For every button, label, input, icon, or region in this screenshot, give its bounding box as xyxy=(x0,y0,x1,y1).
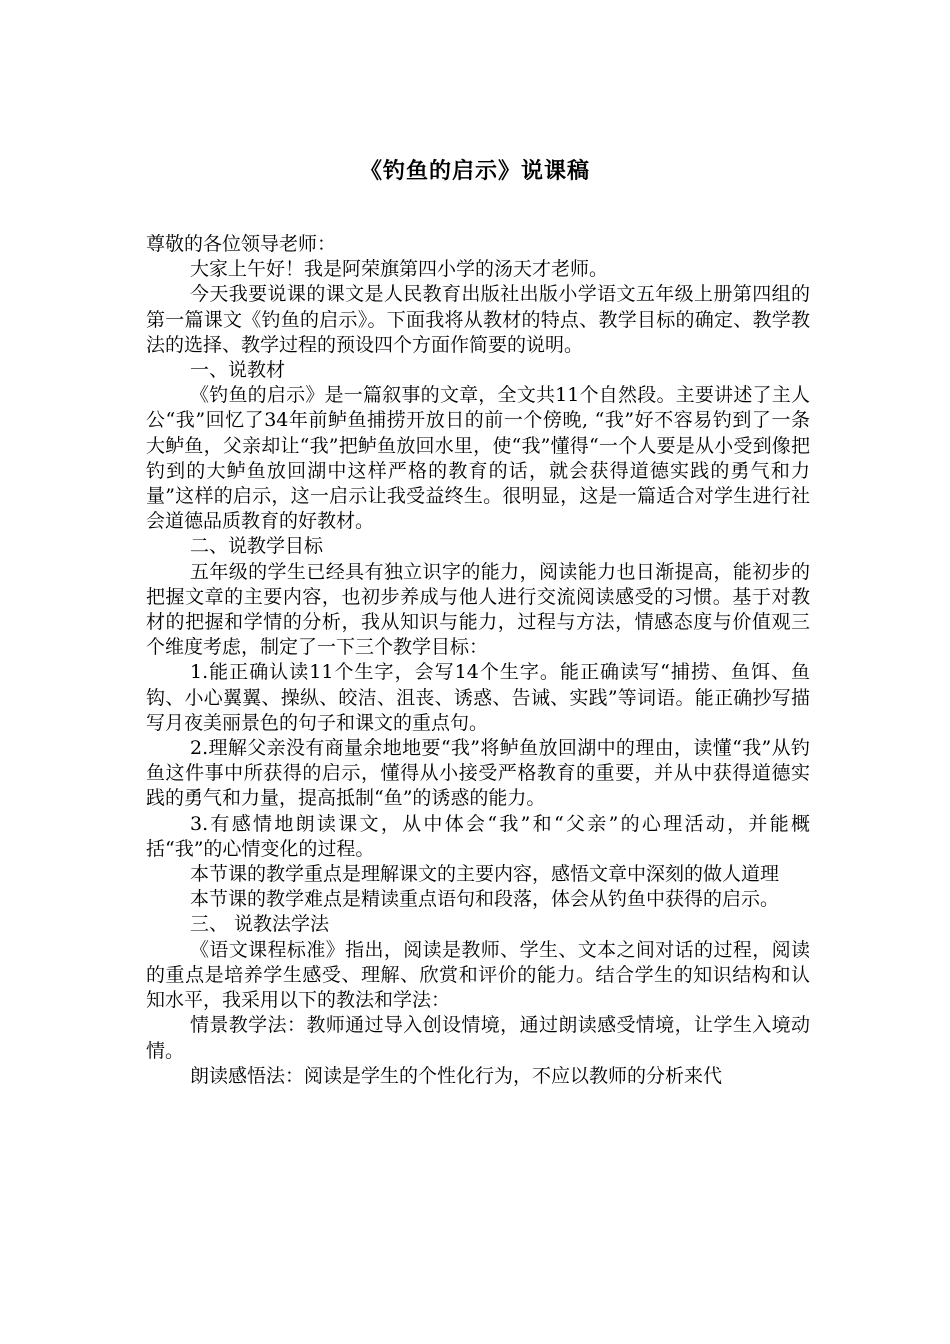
paragraph: 朗读感悟法：阅读是学生的个性化行为，不应以教师的分析来代 xyxy=(190,1064,723,1087)
paragraph: 1.能正确认读11个生字，会写14个生字。能正确读写“捕捞、鱼饵、鱼钩、小心翼翼、操纵、皎洁、沮丧、诱惑、告诫、实践”等词语。能正确抄写描写月夜美丽景色的句子和课文的重点句。 xyxy=(146,661,810,734)
paragraph: 今天我要说课的课文是人民教育出版社出版小学语文五年级上册第四组的第一篇课文《钓鱼的启示》。下面我将从教材的特点、教学目标的确定、教学教法的选择、教学过程的预设四个方面作简要的说明。 xyxy=(146,283,810,356)
paragraph: 尊敬的各位领导老师： xyxy=(146,233,337,255)
paragraph: 三、 说教法学法 xyxy=(190,913,330,936)
paragraph: 一、说教材 xyxy=(190,359,286,382)
paragraph: 《钓鱼的启示》是一篇叙事的文章，全文共11个自然段。主要讲述了主人公“我”回忆了34年前鲈鱼捕捞开放日的前一个傍晚, “我”好不容易钓到了一条大鲈鱼，父亲却让“我”把鲈鱼放回水里，使“我”懂得“一个人要是从小受到像把钓到的大鲈鱼放回湖中这样严格的教育的话，就会获得道德实践的勇气和力量”这样的启示，这一启示让我受益终生。很明显，这是一篇适合对学生进行社会道德品质教育的好教材。 xyxy=(146,384,810,533)
paragraph: 本节课的教学重点是理解课文的主要内容，感悟文章中深刻的做人道理 xyxy=(190,863,780,886)
paragraph: 五年级的学生已经具有独立识字的能力，阅读能力也日渐提高，能初步的把握文章的主要内容，也初步养成与他人进行交流阅读感受的习惯。基于对教材的把握和学情的分析，我从知识与能力，过程与方法，情感态度与价值观三个维度考虑，制定了一下三个教学目标： xyxy=(146,560,810,659)
paragraph: 本节课的教学难点是精读重点语句和段落，体会从钓鱼中获得的启示。 xyxy=(190,888,780,911)
paragraph: 2.理解父亲没有商量余地地要“我”将鲈鱼放回湖中的理由，读懂“我”从钓鱼这件事中所获得的启示，懂得从小接受严格教育的重要，并从中获得道德实践的勇气和力量，提高抵制“鱼”的诱惑的能力。 xyxy=(146,737,810,810)
paragraph: 二、说教学目标 xyxy=(190,535,324,558)
paragraph: 《语文课程标准》指出，阅读是教师、学生、文本之间对话的过程，阅读的重点是培养学生感受、理解、欣赏和评价的能力。结合学生的知识结构和认知水平，我采用以下的教法和学法： xyxy=(146,938,810,1012)
paragraph: 大家上午好！我是阿荣旗第四小学的汤天才老师。 xyxy=(190,258,609,281)
paragraph: 情景教学法：教师通过导入创设情境，通过朗读感受情境，让学生入境动情。 xyxy=(146,1014,810,1062)
document-title: 《钓鱼的启示》说课稿 xyxy=(359,158,590,184)
document-body xyxy=(146,232,810,1089)
paragraph: 3.有感情地朗读课文，从中体会“我”和“父亲”的心理活动，并能概括“我”的心情变化的过程。 xyxy=(146,812,810,860)
